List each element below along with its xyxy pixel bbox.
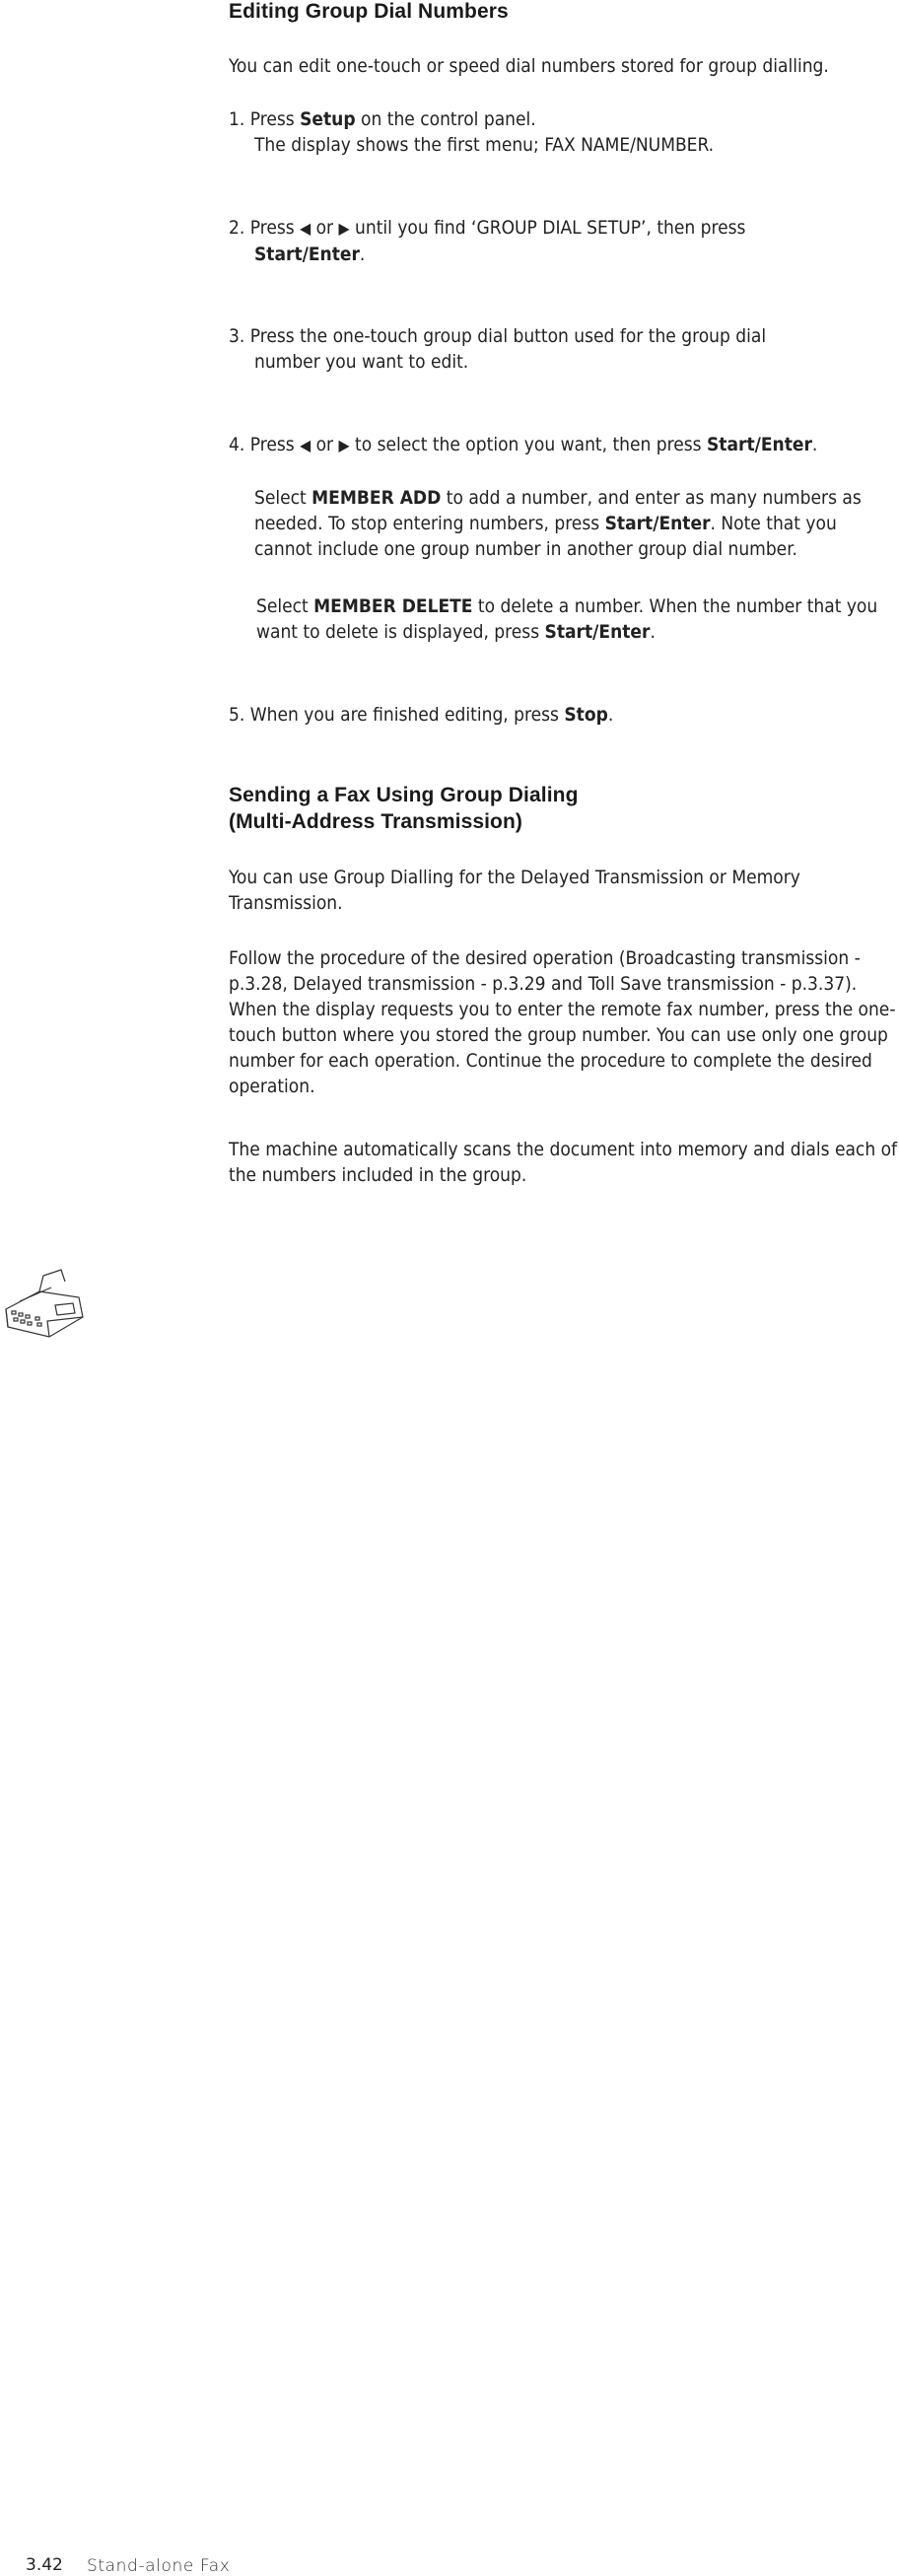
start-enter-key-label: Start/Enter	[544, 621, 651, 643]
step-1	[229, 106, 899, 158]
step-text: Press	[249, 434, 301, 455]
left-arrow-icon: ◀	[300, 219, 311, 238]
step-text: .	[359, 244, 366, 265]
step-4-member-add	[229, 485, 891, 562]
fax-machine-icon	[0, 1262, 108, 1338]
section-title-editing: Editing Group Dial Numbers	[229, 0, 509, 23]
right-arrow-icon: ▶	[338, 436, 350, 454]
footer-section-name: Stand-alone Fax	[87, 2556, 231, 2576]
setup-key-label: Setup	[300, 108, 356, 130]
step-2	[229, 215, 899, 267]
section-title-line: Sending a Fax Using Group Dialing	[229, 784, 579, 806]
section-title-sending	[229, 782, 579, 835]
paragraph-scan: The machine automatically scans the document into memory and dials each of the numbers included in the group.	[229, 1139, 898, 1186]
section-intro: You can edit one-touch or speed dial numbers stored for group dialling.	[229, 55, 829, 77]
stop-key-label: Stop	[564, 704, 608, 726]
step-text: or	[311, 434, 339, 455]
left-arrow-icon: ◀	[300, 436, 311, 454]
step-text: Press	[249, 217, 301, 239]
step-text: on the control panel.	[355, 108, 536, 130]
step-text: Press the one-touch group dial button used for the group dial	[249, 325, 767, 347]
step-text: .	[811, 434, 818, 455]
step-text: Press	[249, 108, 301, 130]
paragraph-procedure: Follow the procedure of the desired operation (Broadcasting transmission - p.3.28, Delayed transmission - p.3.29 and Toll Save transmission - p.3.37). When the display requests you to enter the remote fax number, press the one-touch button where you stored the group number. You can use only one group number for each operation. Continue the procedure to complete the desired operation.	[229, 947, 896, 1097]
step-5	[229, 702, 899, 728]
step-text: Select	[256, 595, 314, 617]
step-text: .	[607, 704, 614, 726]
step-text: to select the option you want, then press	[349, 434, 707, 455]
step-text: or	[311, 217, 339, 239]
step-text: When you are finished editing, press	[249, 704, 565, 726]
step-number: 4.	[229, 434, 245, 455]
step-text: .	[650, 621, 656, 643]
step-text: to add a number, and enter as many numbers as needed. To stop entering numbers, press	[254, 487, 862, 534]
step-number: 1.	[229, 108, 245, 130]
page-number: 3.42	[26, 2555, 63, 2575]
step-number: 3.	[229, 325, 245, 347]
step-text: Select	[254, 487, 312, 509]
step-text: to delete a number. When the number that you want to delete is displayed, press	[256, 595, 878, 643]
step-detail: number you want to edit.	[254, 351, 469, 373]
step-detail: The display shows the first menu; FAX NAME/NUMBER.	[254, 134, 715, 156]
step-text: until you find ‘GROUP DIAL SETUP’, then press	[349, 217, 746, 239]
member-delete-label: MEMBER DELETE	[313, 595, 473, 617]
start-enter-key-label: Start/Enter	[604, 513, 711, 534]
member-add-label: MEMBER ADD	[311, 487, 442, 509]
step-3	[229, 323, 899, 375]
section-title-line: (Multi-Address Transmission)	[229, 810, 523, 833]
start-enter-key-label: Start/Enter	[707, 434, 812, 455]
step-number: 2.	[229, 217, 245, 239]
paragraph-group-dialling: You can use Group Dialling for the Delayed Transmission or Memory Transmission.	[229, 867, 800, 914]
step-number: 5.	[229, 704, 245, 726]
step-4	[229, 432, 899, 458]
right-arrow-icon: ▶	[338, 219, 350, 238]
step-text: . Note that you cannot include one group number in another group dial number.	[254, 513, 837, 560]
page-footer	[0, 1262, 296, 2576]
step-4-member-delete	[256, 593, 897, 645]
start-enter-key-label: Start/Enter	[254, 244, 360, 265]
